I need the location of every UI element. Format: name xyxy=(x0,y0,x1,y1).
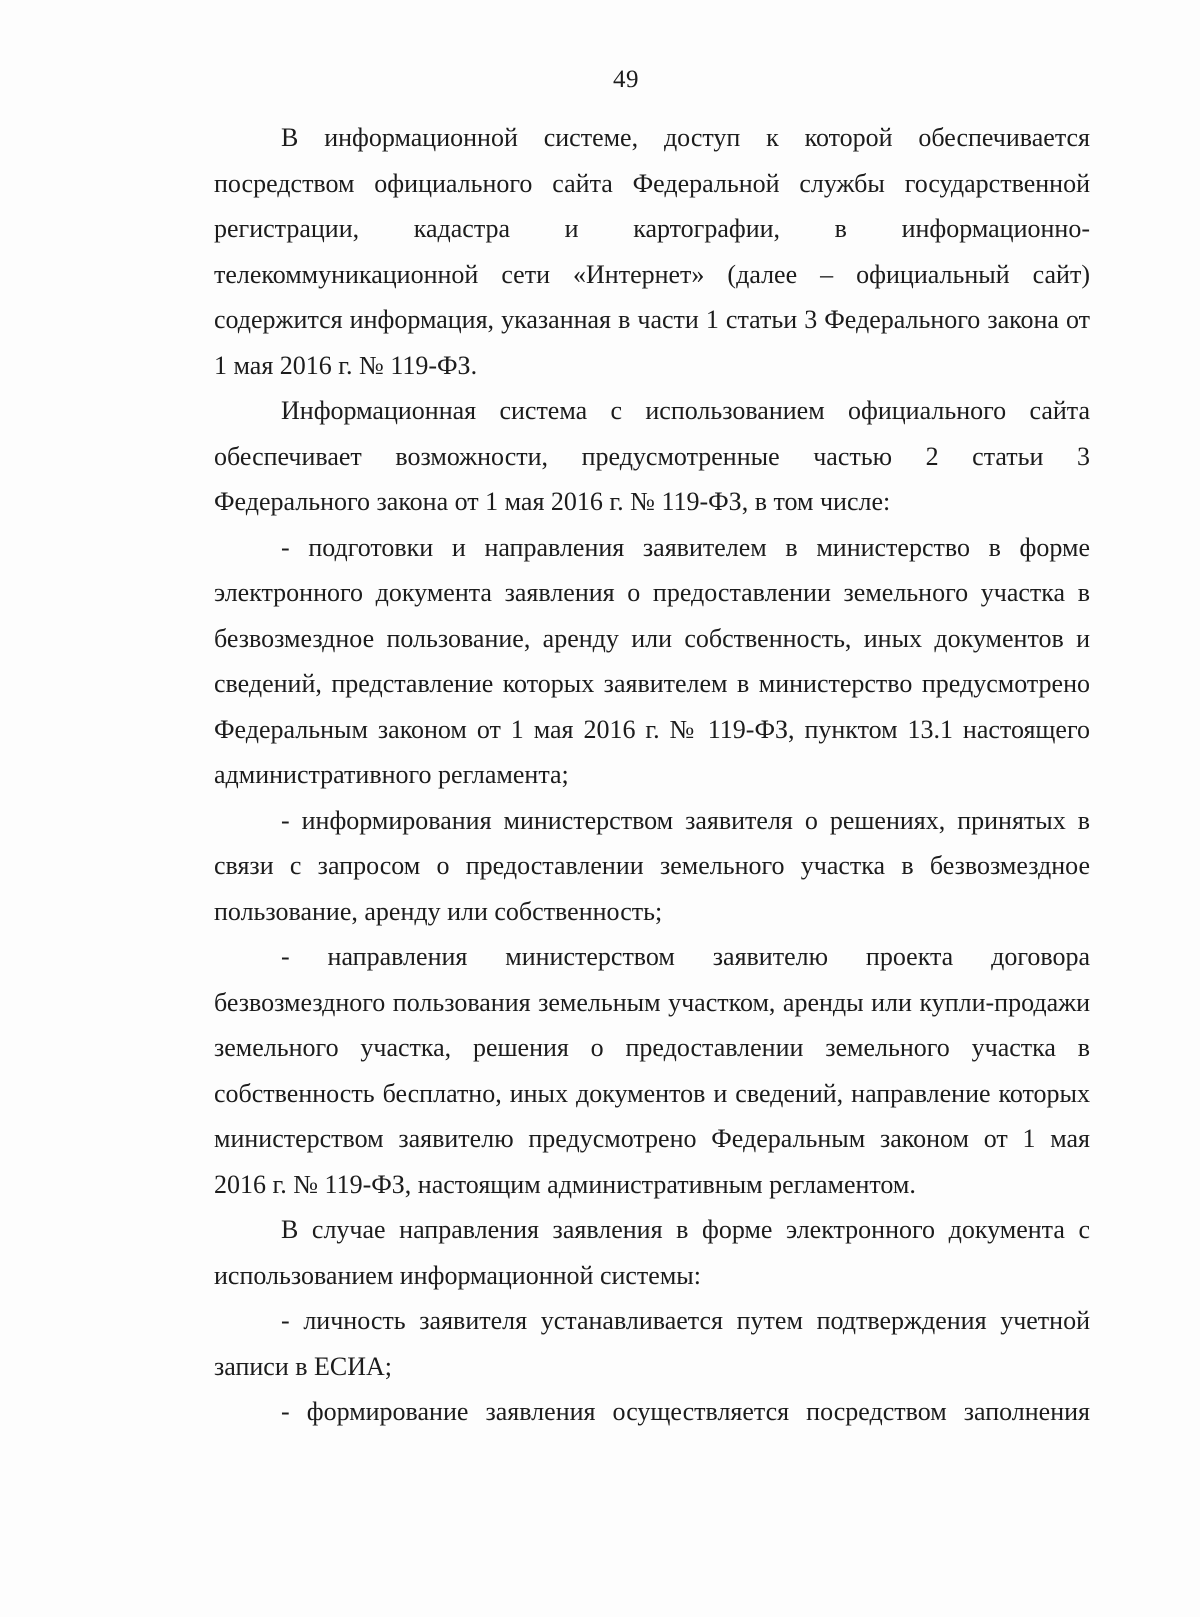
list-item-decision-notification: - информирования министерством заявителя о решениях, принятых в связи с запросом о предоставлении земельного участка в безвозмездное пользование, аренду или собственность; xyxy=(214,805,1090,926)
paragraph-system-capabilities: Информационная система с использованием официального сайта обеспечивает возможности, предусмотренные частью 2 статьи 3 Федерального закона от 1 мая 2016 г. № 119-ФЗ, в том числе: xyxy=(214,396,1090,516)
list-item-identity-verification: - личность заявителя устанавливается путем подтверждения учетной записи в ЕСИА; xyxy=(214,1306,1090,1381)
paragraph-electronic-application: В случае направления заявления в форме электронного документа с использованием информационной системы: xyxy=(214,1215,1090,1290)
document-body xyxy=(214,115,1090,1435)
paragraph-information-system: В информационной системе, доступ к которой обеспечивается посредством официального сайта Федеральной службы государственной регистрации, кадастра и картографии, в информационно-телекоммуникационной сети «Интернет» (далее – официальный сайт) содержится информация, указанная в части 1 статьи 3 Федерального закона от 1 мая 2016 г. № 119-ФЗ. xyxy=(214,123,1090,380)
list-item-contract-sending: - направления министерством заявителю проекта договора безвозмездного пользования земельным участком, аренды или купли-продажи земельного участка, решения о предоставлении земельного участка в собственность бесплатно, иных документов и сведений, направление которых министерством заявителю предусмотрено Федеральным законом от 1 мая 2016 г. № 119-ФЗ, настоящим административным регламентом. xyxy=(214,942,1090,1199)
list-item-application-forming: - формирование заявления осуществляется посредством заполнения xyxy=(281,1397,1090,1426)
page-number: 49 xyxy=(613,66,639,93)
list-item-application-submission: - подготовки и направления заявителем в министерство в форме электронного документа заявления о предоставлении земельного участка в безвозмездное пользование, аренду или собственность, иных документов и сведений, представление которых заявителем в министерство предусмотрено Федеральным законом от 1 мая 2016 г. № 119-ФЗ, пунктом 13.1 настоящего административного регламента; xyxy=(214,532,1090,789)
